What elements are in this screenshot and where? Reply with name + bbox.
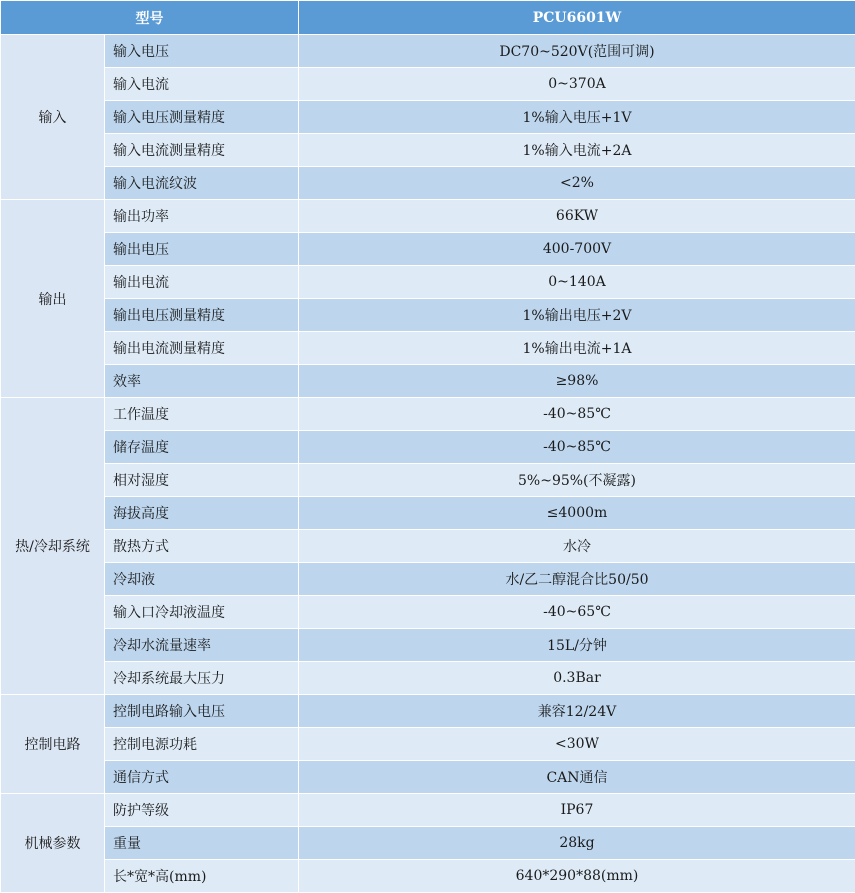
param-value: 水冷: [299, 530, 855, 563]
param-name: 输入口冷却液温度: [105, 596, 299, 629]
param-name: 输出电压测量精度: [105, 299, 299, 332]
header-row: [1, 1, 855, 35]
param-value: CAN通信: [299, 761, 855, 794]
param-name: 通信方式: [105, 761, 299, 794]
model-value: PCU6601W: [299, 1, 855, 35]
table-row: [1, 497, 855, 530]
param-value: 0~370A: [299, 68, 855, 101]
param-name: 散热方式: [105, 530, 299, 563]
param-value: 28kg: [299, 827, 855, 860]
param-name: 输入电流测量精度: [105, 134, 299, 167]
param-name: 输入电压: [105, 35, 299, 68]
param-name: 海拔高度: [105, 497, 299, 530]
group-label: 控制电路: [1, 695, 105, 794]
table-body: [1, 35, 855, 893]
table-row: [1, 563, 855, 596]
param-name: 控制电源功耗: [105, 728, 299, 761]
param-value: 1%输出电压+2V: [299, 299, 855, 332]
table-row: [1, 365, 855, 398]
param-name: 冷却水流量速率: [105, 629, 299, 662]
param-name: 输出电流测量精度: [105, 332, 299, 365]
param-value: 1%输出电流+1A: [299, 332, 855, 365]
table-row: [1, 629, 855, 662]
table-row: [1, 233, 855, 266]
param-value: ≤4000m: [299, 497, 855, 530]
param-value: 兼容12/24V: [299, 695, 855, 728]
param-name: 输出功率: [105, 200, 299, 233]
group-label: 输入: [1, 35, 105, 200]
param-name: 储存温度: [105, 431, 299, 464]
param-value: 0.3Bar: [299, 662, 855, 695]
table-row: [1, 332, 855, 365]
table-row: [1, 398, 855, 431]
param-value: 15L/分钟: [299, 629, 855, 662]
param-name: 防护等级: [105, 794, 299, 827]
table-row: [1, 68, 855, 101]
param-name: 效率: [105, 365, 299, 398]
param-name: 重量: [105, 827, 299, 860]
group-label: 机械参数: [1, 794, 105, 893]
param-name: 工作温度: [105, 398, 299, 431]
group-label: 输出: [1, 200, 105, 398]
param-value: IP67: [299, 794, 855, 827]
table-row: [1, 728, 855, 761]
param-value: 66KW: [299, 200, 855, 233]
table-row: [1, 134, 855, 167]
param-value: 0~140A: [299, 266, 855, 299]
param-value: 640*290*88(mm): [299, 860, 855, 893]
param-value: -40~85℃: [299, 398, 855, 431]
param-name: 控制电路输入电压: [105, 695, 299, 728]
table-row: [1, 860, 855, 893]
table-row: [1, 530, 855, 563]
param-value: DC70~520V(范围可调): [299, 35, 855, 68]
param-name: 输出电流: [105, 266, 299, 299]
table-row: [1, 167, 855, 200]
param-value: 1%输入电压+1V: [299, 101, 855, 134]
table-row: [1, 596, 855, 629]
model-label: 型号: [1, 1, 299, 35]
param-name: 输入电压测量精度: [105, 101, 299, 134]
table-row: [1, 200, 855, 233]
table-row: [1, 299, 855, 332]
param-name: 输入电流纹波: [105, 167, 299, 200]
table-row: [1, 101, 855, 134]
table-header: [1, 1, 855, 35]
param-name: 冷却系统最大压力: [105, 662, 299, 695]
param-value: <2%: [299, 167, 855, 200]
param-name: 长*宽*高(mm): [105, 860, 299, 893]
param-value: -40~65℃: [299, 596, 855, 629]
param-value: 水/乙二醇混合比50/50: [299, 563, 855, 596]
table-row: [1, 662, 855, 695]
table-row: [1, 695, 855, 728]
table-row: [1, 464, 855, 497]
param-name: 冷却液: [105, 563, 299, 596]
table-row: [1, 761, 855, 794]
param-name: 输出电压: [105, 233, 299, 266]
param-value: 1%输入电流+2A: [299, 134, 855, 167]
table-row: [1, 794, 855, 827]
param-value: 400-700V: [299, 233, 855, 266]
table-row: [1, 35, 855, 68]
table-row: [1, 431, 855, 464]
param-value: -40~85℃: [299, 431, 855, 464]
param-name: 相对湿度: [105, 464, 299, 497]
param-value: ≥98%: [299, 365, 855, 398]
table-row: [1, 827, 855, 860]
param-name: 输入电流: [105, 68, 299, 101]
param-value: <30W: [299, 728, 855, 761]
table-row: [1, 266, 855, 299]
param-value: 5%~95%(不凝露): [299, 464, 855, 497]
group-label: 热/冷却系统: [1, 398, 105, 695]
